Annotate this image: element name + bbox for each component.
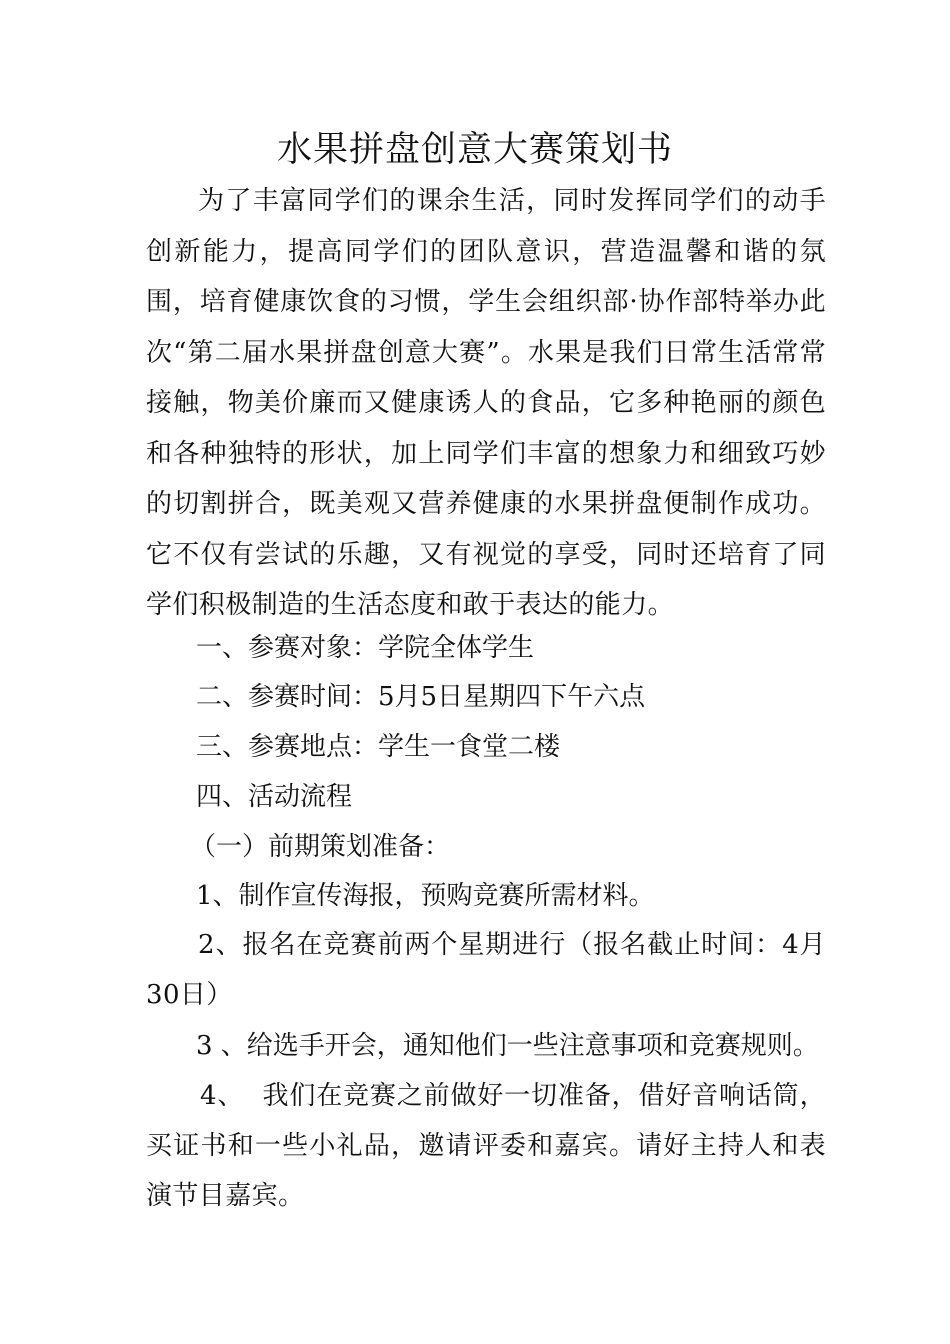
item-participants: 一、参赛对象：学院全体学生 xyxy=(196,633,535,663)
item-location: 三、参赛地点：学生一食堂二楼 xyxy=(196,732,561,762)
item-process: 四、活动流程 xyxy=(196,782,353,812)
prep-step-3: 3 、给选手开会，通知他们一些注意事项和竞赛规则。 xyxy=(196,1031,819,1061)
prep-step-4: 4、 我们在竞赛之前做好一切准备，借好音响话筒，买证书和一些小礼品，邀请评委和嘉宾。请好主持人和表演节目嘉宾。 xyxy=(146,1081,826,1211)
prep-step-2: 2、报名在竞赛前两个星期进行（报名截止时间：4月30日） xyxy=(146,930,826,1010)
item-time: 二、参赛时间：5月5日星期四下午六点 xyxy=(196,682,646,712)
document-title: 水果拼盘创意大赛策划书 xyxy=(276,130,673,170)
prep-heading: （一）前期策划准备： xyxy=(190,832,451,862)
intro-paragraph: 为了丰富同学们的课余生活，同时发挥同学们的动手创新能力，提高同学们的团队意识，营造温馨和谐的氛围，培育健康饮食的习惯，学生会组织部·协作部特举办此次“第二届水果拼盘创意大赛”。水果是我们日常生活常常接触，物美价廉而又健康诱人的食品，它多种艳丽的颜色和各种独特的形状，加上同学们丰富的想象力和细致巧妙的切割拼合，既美观又营养健康的水果拼盘便制作成功。它不仅有尝试的乐趣，又有视觉的享受，同时还培育了同学们积极制造的生活态度和敢于表达的能力。 xyxy=(146,186,826,620)
prep-step-1: 1、制作宣传海报，预购竞赛所需材料。 xyxy=(196,881,655,911)
